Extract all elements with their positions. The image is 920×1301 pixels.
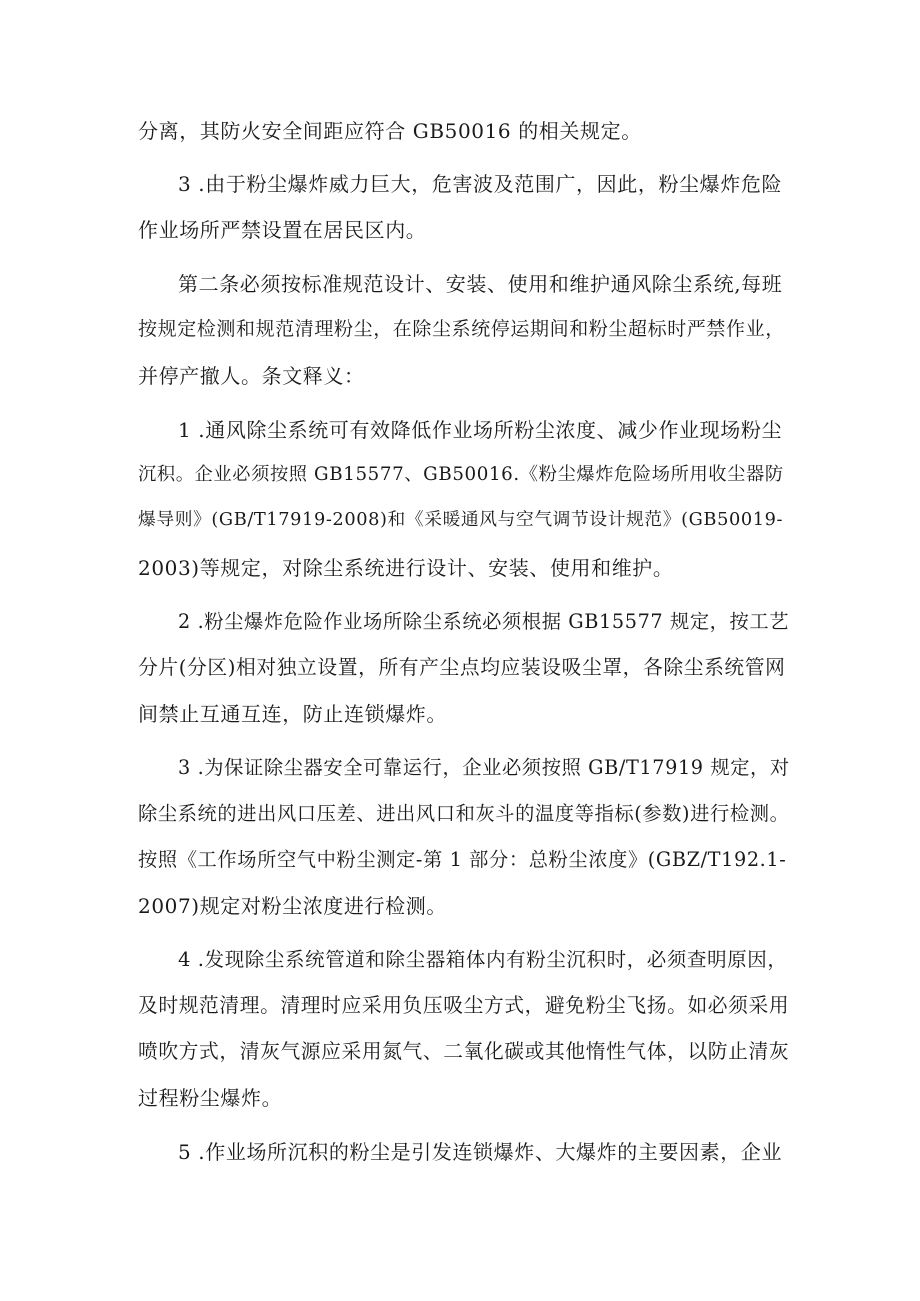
text-line: 4 .发现除尘系统管道和除尘器箱体内有粉尘沉积时，必须查明原因， <box>178 948 788 971</box>
text-line: 按规定检测和规范清理粉尘，在除尘系统停运期间和粉尘超标时严禁作业， <box>138 318 785 340</box>
text-line: 2007)规定对粉尘浓度进行检测。 <box>138 894 447 918</box>
text-line: 5 .作业场所沉积的粉尘是引发连锁爆炸、大爆炸的主要因素，企业 <box>178 1140 783 1164</box>
text-line: 爆导则》(GB/T17919-2008)和《采暖通风与空气调节设计规范》(GB50019- <box>138 510 784 530</box>
text-line: 2003)等规定，对除尘系统进行设计、安装、使用和维护。 <box>138 556 674 580</box>
text-line: 按照《工作场所空气中粉尘测定-第 1 部分：总粉尘浓度》(GBZ/T192.1- <box>138 848 787 871</box>
text-line: 除尘系统的进出风口压差、进出风口和灰斗的温度等指标(参数)进行检测。 <box>138 802 790 825</box>
text-line: 第二条必须按标准规范设计、安装、使用和维护通风除尘系统,每班 <box>178 272 783 296</box>
text-line: 及时规范清理。清理时应采用负压吸尘方式，避免粉尘飞扬。如必须采用 <box>138 994 790 1017</box>
text-line: 1 .通风除尘系统可有效降低作业场所粉尘浓度、减少作业现场粉尘 <box>178 418 783 442</box>
text-line: 3 .为保证除尘器安全可靠运行，企业必须按照 GB/T17919 规定，对 <box>178 756 790 779</box>
text-line: 分离，其防火安全间距应符合 GB50016 的相关规定。 <box>138 119 642 143</box>
text-line: 作业场所严禁设置在居民区内。 <box>138 218 427 242</box>
text-line: 沉积。企业必须按照 GB15577、GB50016.《粉尘爆炸危险场所用收尘器防 <box>138 464 784 485</box>
text-line: 过程粉尘爆炸。 <box>138 1086 283 1110</box>
text-line: 2 .粉尘爆炸危险作业场所除尘系统必须根据 GB15577 规定，按工艺 <box>178 610 790 633</box>
text-line: 3 .由于粉尘爆炸威力巨大，危害波及范围广，因此，粉尘爆炸危险 <box>178 172 783 196</box>
text-line: 间禁止互通互连，防止连锁爆炸。 <box>138 702 447 726</box>
text-line: 并停产撤人。条文释义： <box>138 364 365 388</box>
text-line: 分片(分区)相对独立设置，所有产尘点均应装设吸尘罩，各除尘系统管网 <box>138 656 786 679</box>
text-line: 喷吹方式，清灰气源应采用氮气、二氧化碳或其他惰性气体，以防止清灰 <box>138 1040 790 1063</box>
